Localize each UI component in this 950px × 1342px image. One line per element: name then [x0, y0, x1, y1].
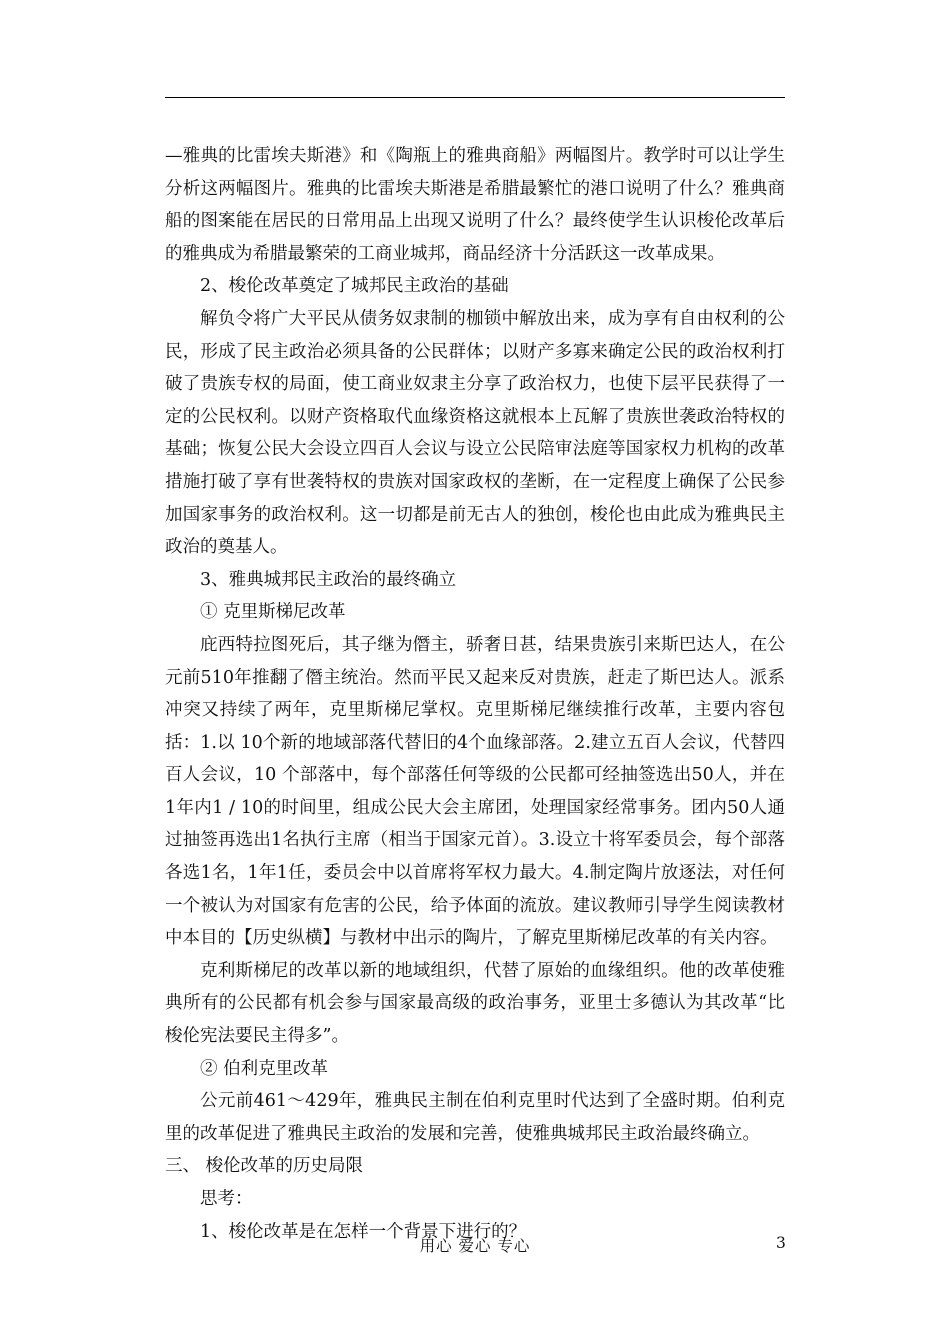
question-item: 1、梭伦改革是在怎样一个背景下进行的？: [200, 1221, 527, 1242]
subsection-heading: ① 克里斯梯尼改革: [200, 602, 346, 623]
paragraph: —雅典的比雷埃夫斯港》和《陶瓶上的雅典商船》两幅图片。教学时可以让学生分析这两幅图片。雅典的比雷埃夫斯港是希腊最繁忙的港口说明了什么？雅典商船的图案能在居民的日常用品上出现又说明了什么？最终使学生认识梭伦改革后的雅典成为希腊最繁荣的工商业城邦，商品经济十分活跃这一改革成果。: [165, 146, 785, 264]
paragraph: 公元前461～429年，雅典民主制在伯利克里时代达到了全盛时期。伯利克里的改革促进了雅典民主政治的发展和完善，使雅典城邦民主政治最终确立。: [165, 1091, 785, 1144]
footer-motto: 用心 爱心 专心: [419, 1237, 531, 1255]
page-footer: [0, 1234, 950, 1258]
paragraph: 克利斯梯尼的改革以新的地域组织，代替了原始的血缘组织。他的改革使雅典所有的公民都有机会参与国家最高级的政治事务，亚里士多德认为其改革“比梭伦宪法要民主得多”。: [165, 960, 785, 1047]
paragraph: 解负令将广大平民从债务奴隶制的枷锁中解放出来，成为享有自由权利的公民，形成了民主政治必须具备的公民群体；以财产多寡来确定公民的政治权利打破了贵族专权的局面，使工商业奴隶主分享了政治权力，也使下层平民获得了一定的公民权利。以财产资格取代血缘资格这就根本上瓦解了贵族世袭政治特权的基础；恢复公民大会设立四百人会议与设立公民陪审法庭等国家权力机构的改革措施打破了享有世袭特权的贵族对国家政权的垄断，在一定程度上确保了公民参加国家事务的政治权利。这一切都是前无古人的独创，梭伦也由此成为雅典民主政治的奠基人。: [165, 308, 785, 558]
page-number: 3: [776, 1234, 786, 1252]
document-body: [165, 140, 785, 1248]
section-heading: 3、雅典城邦民主政治的最终确立: [200, 569, 457, 590]
subsection-heading: ② 伯利克里改革: [200, 1058, 329, 1079]
paragraph: 思考：: [200, 1189, 253, 1209]
header-rule: [165, 97, 785, 98]
section-heading: 2、梭伦改革奠定了城邦民主政治的基础: [200, 276, 509, 297]
paragraph: 庇西特拉图死后，其子继为僭主，骄奢日甚，结果贵族引来斯巴达人，在公元前510年推翻了僭主统治。然而平民又起来反对贵族，赶走了斯巴达人。派系冲突又持续了两年，克里斯梯尼掌权。克里斯梯尼继续推行改革，主要内容包括：1.以 10个新的地域部落代替旧的4个血缘部落。2.建立五百人会议，代替四百人会议，10 个部落中，每个部落任何等级的公民都可经抽签选出50人，并在1年内1 / 10的时间里，组成公民大会主席团，处理国家经常事务。团内50人通过抽签再选出1名执行主席（相当于国家元首）。3.设立十将军委员会，每个部落各选1名，1年1任，委员会中以首席将军权力最大。4.制定陶片放逐法，对任何一个被认为对国家有危害的公民，给予体面的流放。建议教师引导学生阅读教材中本目的【历史纵横】与教材中出示的陶片，了解克里斯梯尼改革的有关内容。: [165, 634, 785, 949]
chapter-heading: 三、 梭伦改革的历史局限: [165, 1156, 364, 1177]
